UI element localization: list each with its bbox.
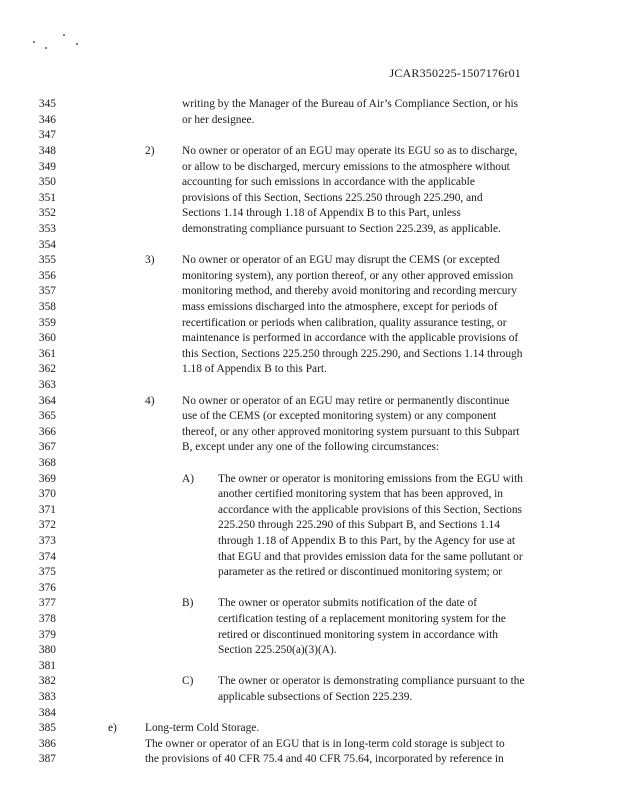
line-text: or allow to be discharged, mercury emissions to the atmosphere without (182, 160, 510, 173)
line-number: 349 (38, 160, 56, 173)
scan-speck (45, 47, 47, 49)
document-line (0, 440, 618, 454)
document-line (0, 737, 618, 751)
line-text: use of the CEMS (or excepted monitoring system) or any component (182, 410, 497, 423)
line-text: Long-term Cold Storage. (145, 722, 260, 735)
document-line (0, 706, 618, 720)
document-line (0, 160, 618, 174)
document-line (0, 144, 618, 158)
document-line (0, 128, 618, 142)
list-marker: 2) (145, 145, 155, 157)
line-number: 368 (38, 457, 56, 469)
line-number: 381 (38, 659, 56, 672)
line-number: 367 (38, 441, 56, 454)
line-number: 384 (38, 706, 56, 719)
document-line (0, 253, 618, 267)
document-line (0, 581, 618, 595)
line-number: 382 (38, 675, 56, 688)
document-line (0, 674, 618, 688)
line-text: provisions of this Section, Sections 225.250 through 225.290, and (182, 191, 483, 204)
document-line (0, 425, 618, 439)
line-number: 355 (38, 254, 56, 267)
line-number: 353 (38, 223, 56, 235)
line-text: applicable subsections of Section 225.239. (218, 691, 413, 703)
line-text: No owner or operator of an EGU may operate its EGU so as to discharge, (182, 145, 518, 157)
line-text: monitoring method, and thereby avoid monitoring and recording mercury (182, 285, 517, 298)
document-line (0, 222, 618, 236)
line-text: this Section, Sections 225.250 through 225.290, and Sections 1.14 through (182, 347, 523, 360)
document-line (0, 659, 618, 673)
scan-speck (33, 41, 35, 43)
line-number: 358 (38, 301, 56, 313)
document-line (0, 456, 618, 470)
line-number: 380 (38, 644, 56, 657)
line-number: 387 (38, 753, 56, 766)
line-number: 370 (38, 488, 56, 501)
document-line (0, 534, 618, 548)
list-marker: B) (182, 597, 194, 610)
line-number: 365 (38, 410, 56, 423)
line-number: 364 (38, 394, 56, 407)
document-line (0, 565, 618, 579)
document-line (0, 690, 618, 704)
line-text: B, except under any one of the following circumstances: (182, 441, 440, 454)
document-line (0, 347, 618, 361)
line-number: 347 (38, 129, 56, 142)
document-line (0, 206, 618, 220)
line-number: 372 (38, 519, 56, 532)
line-text: accounting for such emissions in accordance with the applicable (182, 176, 475, 189)
line-number: 371 (38, 503, 56, 516)
line-number: 357 (38, 285, 56, 298)
line-number: 376 (38, 581, 56, 594)
line-number: 356 (38, 269, 56, 282)
line-text: maintenance is performed in accordance with the applicable provisions of (182, 332, 519, 345)
line-number: 362 (38, 363, 56, 376)
document-line (0, 550, 618, 564)
line-number: 346 (38, 113, 56, 126)
line-number: 377 (38, 597, 56, 610)
line-text: through 1.18 of Appendix B to this Part, by the Agency for use at (218, 535, 516, 547)
scan-speck (76, 43, 78, 45)
document-line (0, 378, 618, 392)
line-text: writing by the Manager of the Bureau of Air’s Compliance Section, or his (182, 98, 519, 111)
document-line (0, 284, 618, 298)
line-text: No owner or operator of an EGU may disrupt the CEMS (or excepted (182, 254, 500, 267)
line-text: recertification or periods when calibration, quality assurance testing, or (182, 316, 507, 329)
line-text: the provisions of 40 CFR 75.4 and 40 CFR 75.64, incorporated by reference in (145, 753, 504, 766)
document-line (0, 394, 618, 408)
line-text: The owner or operator of an EGU that is in long-term cold storage is subject to (145, 737, 505, 750)
line-text: mass emissions discharged into the atmosphere, except for periods of (182, 301, 498, 313)
line-number: 385 (38, 722, 56, 735)
document-line (0, 362, 618, 376)
line-number: 350 (38, 176, 56, 189)
line-number: 359 (38, 316, 56, 329)
document-line (0, 269, 618, 283)
document-line (0, 721, 618, 735)
document-line (0, 628, 618, 642)
document-line (0, 175, 618, 189)
line-number: 361 (38, 347, 56, 360)
document-line (0, 752, 618, 766)
line-text: Section 225.250(a)(3)(A). (218, 644, 337, 657)
document-line (0, 113, 618, 127)
line-number: 360 (38, 332, 56, 345)
line-text: monitoring system), any portion thereof, or any other approved emission (182, 269, 514, 282)
line-number: 363 (38, 379, 56, 391)
list-marker: A) (182, 472, 195, 485)
document-line (0, 596, 618, 610)
line-text: 1.18 of Appendix B to this Part. (182, 363, 327, 376)
document-line (0, 612, 618, 626)
scan-speck (63, 34, 65, 36)
line-text: thereof, or any other approved monitoring system pursuant to this Subpart (182, 425, 520, 438)
line-text: Sections 1.14 through 1.18 of Appendix B to this Part, unless (182, 207, 461, 220)
line-text: another certified monitoring system that has been approved, in (218, 488, 503, 501)
document-line (0, 331, 618, 345)
line-text: The owner or operator is demonstrating compliance pursuant to the (218, 675, 525, 688)
line-text: No owner or operator of an EGU may retire or permanently discontinue (182, 394, 510, 407)
line-number: 386 (38, 737, 56, 750)
document-line (0, 518, 618, 532)
list-marker: 4) (145, 394, 155, 407)
line-text: 225.250 through 225.290 of this Subpart B, and Sections 1.14 (218, 519, 500, 532)
line-text: certification testing of a replacement monitoring system for the (218, 613, 506, 625)
line-text: parameter as the retired or discontinued monitoring system; or (218, 566, 503, 579)
line-text: The owner or operator is monitoring emissions from the EGU with (218, 472, 523, 485)
document-line (0, 191, 618, 205)
document-line (0, 238, 618, 252)
line-number: 348 (38, 145, 56, 157)
document-line (0, 503, 618, 517)
document-line (0, 300, 618, 314)
line-number: 366 (38, 425, 56, 438)
line-text: accordance with the applicable provisions of this Section, Sections (218, 503, 522, 516)
list-marker: 3) (145, 254, 155, 267)
line-number: 369 (38, 472, 56, 485)
line-number: 378 (38, 613, 56, 625)
document-line (0, 487, 618, 501)
list-marker: e) (108, 722, 117, 735)
document-id: JCAR350225-1507176r01 (389, 66, 521, 80)
list-marker: C) (182, 675, 194, 688)
line-number: 373 (38, 535, 56, 547)
line-number: 375 (38, 566, 56, 579)
line-text: The owner or operator submits notification of the date of (218, 597, 478, 610)
line-text: or her designee. (182, 113, 255, 126)
line-text: retired or discontinued monitoring system in accordance with (218, 628, 498, 641)
document-line (0, 472, 618, 486)
line-number: 354 (38, 238, 56, 251)
line-number: 379 (38, 628, 56, 641)
line-number: 351 (38, 191, 56, 204)
line-text: demonstrating compliance pursuant to Section 225.239, as applicable. (182, 223, 501, 235)
document-line (0, 316, 618, 330)
line-number: 352 (38, 207, 56, 220)
document-line (0, 643, 618, 657)
document-line (0, 97, 618, 111)
line-number: 374 (38, 550, 56, 563)
document-line (0, 409, 618, 423)
line-number: 383 (38, 691, 56, 703)
line-text: that EGU and that provides emission data for the same pollutant or (218, 550, 523, 563)
line-number: 345 (38, 98, 56, 111)
